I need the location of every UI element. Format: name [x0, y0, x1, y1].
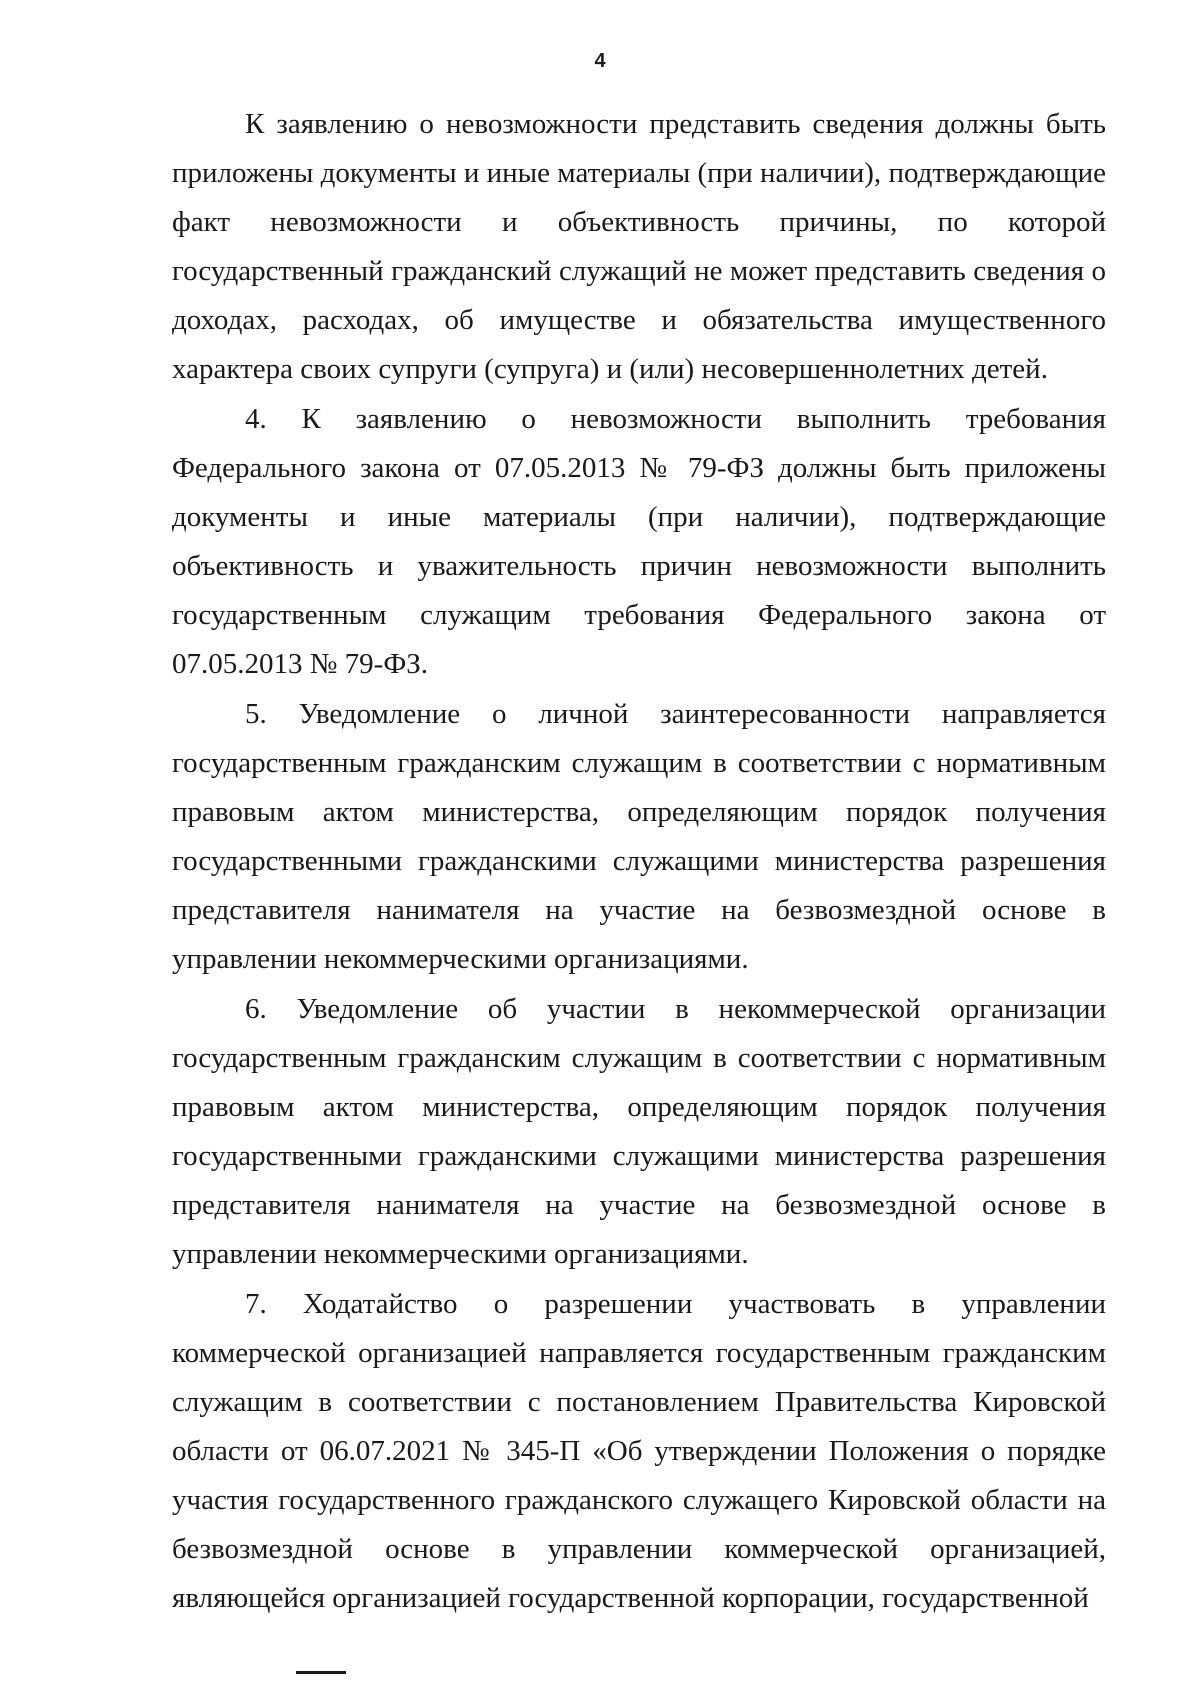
paragraph-6-nonprofit-participation-notice: 6. Уведомление об участии в некоммерческой организации государственным гражданским служащим в соответствии с нормативным правовым актом министерства, определяющим порядок получения государственными гражданскими служащими министерства разрешения представителя нанимателя на участие на безвозмездной основе в управлении некоммерческими организациями.: [172, 993, 1106, 1270]
paragraph-5-personal-interest-notice: 5. Уведомление о личной заинтересованности направляется государственным гражданским служащим в соответствии с нормативным правовым актом министерства, определяющим порядок получения государственными гражданскими служащими министерства разрешения представителя нанимателя на участие на безвозмездной основе в управлении некоммерческими организациями.: [172, 698, 1106, 975]
paragraph-attachment-inability-info: К заявлению о невозможности представить сведения должны быть приложены документы и иные материалы (при наличии), подтверждающие факт невозможности и объективность причины, по которой государственный гражданский служащий не может представить сведения о доходах, расходах, об имуществе и обязательства имущественного характера своих супруги (супруга) и (или) несовершеннолетних детей.: [172, 108, 1106, 385]
paragraph-4-inability-requirements: 4. К заявлению о невозможности выполнить требования Федерального закона от 07.05.2013 № 79-ФЗ должны быть приложены документы и иные материалы (при наличии), подтверждающие объективность и уважительность причин невозможности выполнить государственным служащим требования Федерального закона от 07.05.2013 № 79-ФЗ.: [172, 403, 1106, 680]
paragraph-7-commercial-management-petition: 7. Ходатайство о разрешении участвовать в управлении коммерческой организацией направляется государственным гражданским служащим в соответствии с постановлением Правительства Кировской области от 06.07.2021 № 345-П «Об утверждении Положения о порядке участия государственного гражданского служащего Кировской области на безвозмездной основе в управлении коммерческой организацией, являющейся организацией государственной корпорации, государственной: [172, 1288, 1106, 1614]
footer-mark: [296, 1671, 346, 1674]
document-body: [172, 100, 1106, 1624]
page-number: 4: [594, 50, 606, 72]
